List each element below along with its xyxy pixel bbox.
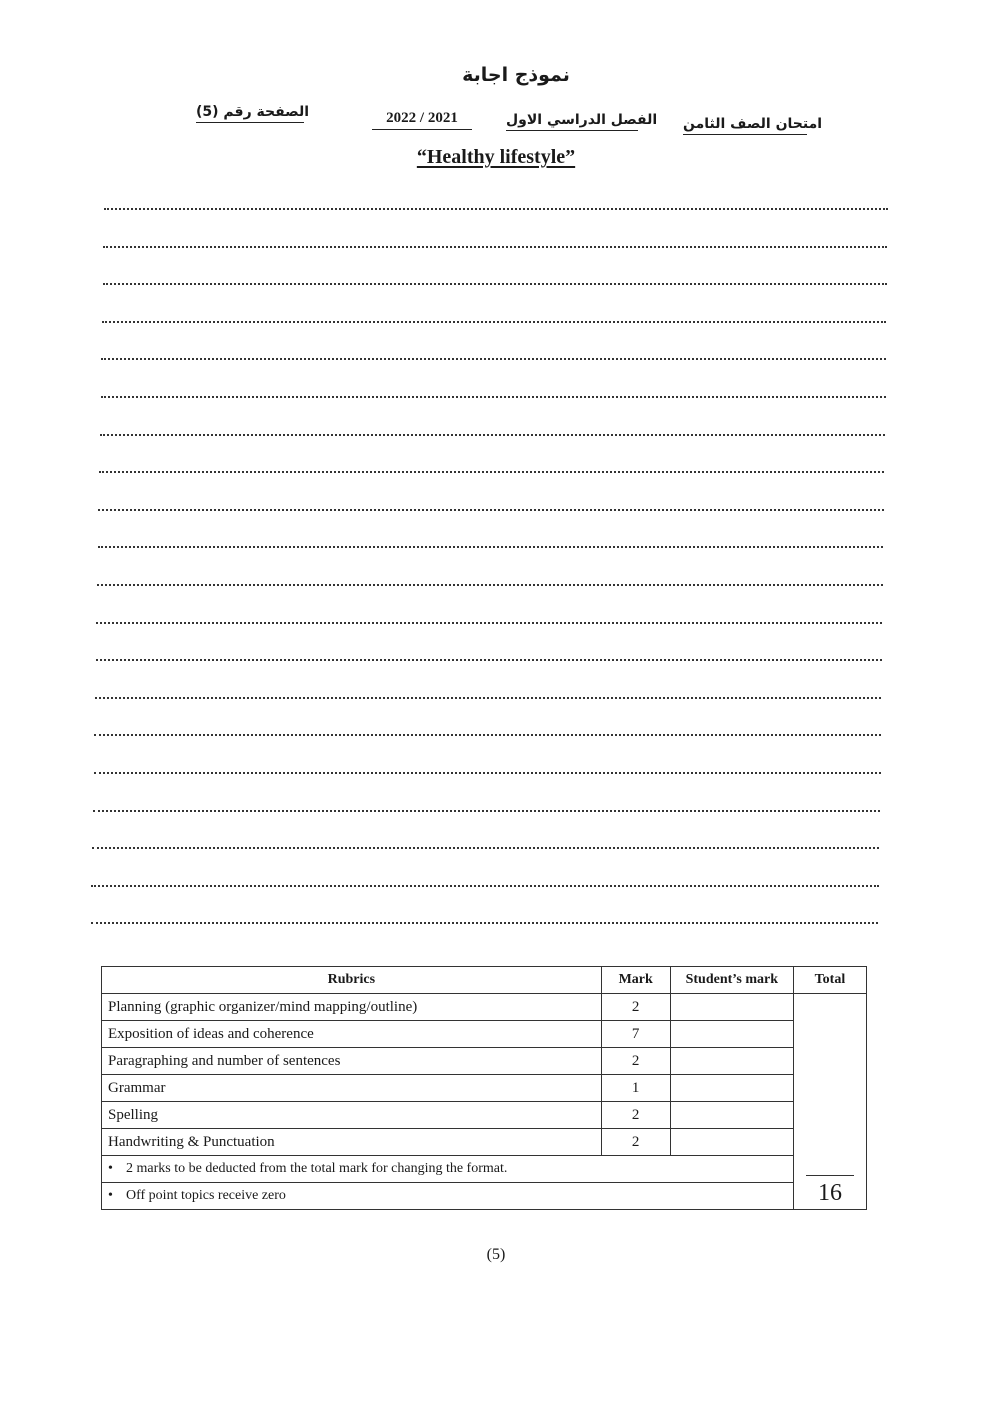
- student-mark-cell[interactable]: [670, 1129, 793, 1156]
- answer-line[interactable]: [96, 659, 882, 661]
- rubric-mark: 2: [601, 994, 670, 1021]
- answer-line[interactable]: [92, 847, 879, 849]
- rubric-row: [102, 1021, 867, 1048]
- student-mark-cell[interactable]: [670, 1021, 793, 1048]
- essay-title: [0, 146, 992, 169]
- rubric-row: [102, 994, 867, 1021]
- exam-grade-label: امتحان الصف الثامن: [683, 116, 807, 135]
- rubric-mark: 1: [601, 1075, 670, 1102]
- rubric-mark: 7: [601, 1021, 670, 1048]
- bullet-icon: •: [108, 1188, 113, 1203]
- answer-line[interactable]: [97, 584, 883, 586]
- mark-header: Mark: [601, 967, 670, 994]
- answer-line[interactable]: [101, 358, 886, 360]
- answer-line[interactable]: [100, 434, 885, 436]
- student-mark-cell[interactable]: [670, 1102, 793, 1129]
- rubric-note: [102, 1156, 794, 1183]
- rubric-table: [101, 966, 867, 1210]
- rubric-row: [102, 1129, 867, 1156]
- answer-line[interactable]: [103, 283, 887, 285]
- rubric-note-text: 2 marks to be deducted from the total mark for changing the format.: [126, 1161, 508, 1176]
- answer-model-title: نموذج اجابة: [462, 64, 570, 86]
- answer-line[interactable]: [102, 321, 887, 323]
- answer-line[interactable]: [91, 922, 879, 924]
- answer-line[interactable]: [96, 622, 882, 624]
- page-number-label: الصفحة رقم (5): [196, 104, 304, 123]
- answer-line[interactable]: [93, 810, 880, 812]
- student-mark-header: Student’s mark: [670, 967, 793, 994]
- rubric-criterion: Exposition of ideas and coherence: [102, 1021, 602, 1048]
- answer-line[interactable]: [103, 246, 887, 248]
- rubric-note-row: [102, 1156, 867, 1183]
- rubric-note-text: Off point topics receive zero: [126, 1188, 286, 1203]
- rubric-row: [102, 1048, 867, 1075]
- rubric-criterion: Grammar: [102, 1075, 602, 1102]
- answer-line[interactable]: [99, 471, 884, 473]
- academic-year: 2022 / 2021: [372, 110, 472, 130]
- bullet-icon: •: [108, 1161, 113, 1176]
- rubric-criterion: Paragraphing and number of sentences: [102, 1048, 602, 1075]
- answer-line[interactable]: [101, 396, 886, 398]
- total-value: 16: [817, 1180, 842, 1206]
- rubric-mark: 2: [601, 1129, 670, 1156]
- answer-line[interactable]: [94, 734, 881, 736]
- student-mark-cell[interactable]: [670, 1048, 793, 1075]
- total-divider: [806, 1175, 854, 1176]
- answer-line[interactable]: [98, 509, 884, 511]
- footer-page-number: (5): [486, 1246, 506, 1263]
- answer-line[interactable]: [91, 885, 879, 887]
- rubric-mark: 2: [601, 1048, 670, 1075]
- student-mark-cell[interactable]: [670, 1075, 793, 1102]
- rubric-row: [102, 1102, 867, 1129]
- total-cell: [793, 994, 866, 1210]
- rubric-header-row: [102, 967, 867, 994]
- rubric-row: [102, 1075, 867, 1102]
- rubric-criterion: Handwriting & Punctuation: [102, 1129, 602, 1156]
- rubric-mark: 2: [601, 1102, 670, 1129]
- answer-line[interactable]: [98, 546, 884, 548]
- answer-line[interactable]: [94, 772, 881, 774]
- student-mark-cell[interactable]: [670, 994, 793, 1021]
- answer-line[interactable]: [95, 697, 882, 699]
- total-header: Total: [793, 967, 866, 994]
- rubric-criterion: Spelling: [102, 1102, 602, 1129]
- rubric-criterion: Planning (graphic organizer/mind mapping/outline): [102, 994, 602, 1021]
- rubrics-header: Rubrics: [102, 967, 602, 994]
- rubric-note: [102, 1183, 794, 1210]
- term-label: الفصل الدراسي الاول: [506, 112, 638, 131]
- essay-title-text: “Healthy lifestyle”: [416, 146, 576, 168]
- answer-line[interactable]: [104, 208, 888, 210]
- rubric-note-row: [102, 1183, 867, 1210]
